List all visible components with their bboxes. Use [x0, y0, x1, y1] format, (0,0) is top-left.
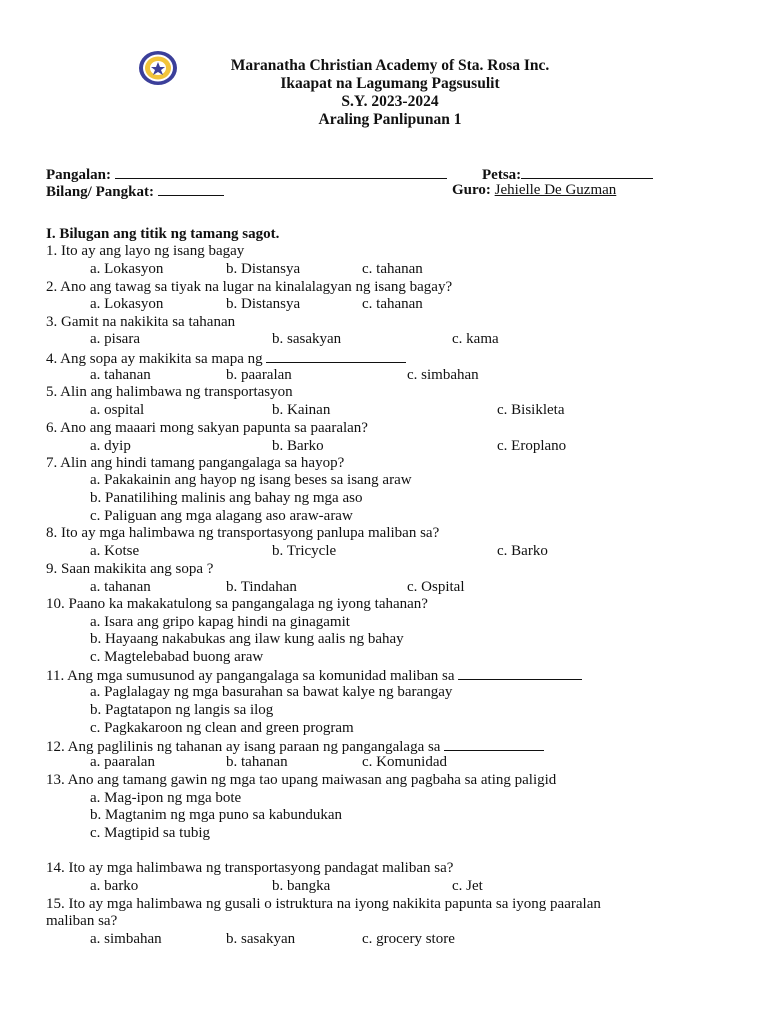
option[interactable]: a. Kotse — [90, 543, 140, 559]
option[interactable]: b. Distansya — [226, 296, 301, 312]
option[interactable]: a. tahanan — [90, 579, 151, 595]
exam-header — [180, 57, 600, 129]
exam-title: Ikaapat na Lagumang Pagsusulit — [280, 75, 500, 92]
question-13: 13. Ano ang tamang gawin ng mga tao upang maiwasan ang pagbaha sa ating paligid — [46, 772, 557, 788]
teacher-name: Jehielle De Guzman — [494, 182, 617, 198]
question-5: 5. Alin ang halimbawa ng transportasyon — [46, 384, 293, 400]
section-field — [46, 181, 224, 201]
option[interactable]: c. Bisikleta — [497, 402, 565, 418]
option[interactable]: c. grocery store — [362, 931, 455, 947]
option[interactable]: a. simbahan — [90, 931, 162, 947]
date-blank[interactable] — [521, 164, 653, 179]
question-10: 10. Paano ka makakatulong sa pangangalaga ng iyong tahanan? — [46, 596, 428, 612]
option[interactable]: b. Magtanim ng mga puno sa kabundukan — [90, 807, 343, 823]
option[interactable]: c. Pagkakaroon ng clean and green program — [90, 720, 354, 736]
option[interactable]: a. ospital — [90, 402, 145, 418]
option[interactable]: a. Isara ang gripo kapag hindi na ginagamit — [90, 614, 350, 630]
option[interactable]: c. Barko — [497, 543, 548, 559]
option[interactable]: c. Komunidad — [362, 754, 447, 770]
option[interactable]: b. tahanan — [226, 754, 288, 770]
question-4-text: 4. Ang sopa ay makikita sa mapa ng — [46, 351, 263, 367]
option[interactable]: a. barko — [90, 878, 139, 894]
question-1: 1. Ito ay ang layo ng isang bagay — [46, 243, 245, 259]
option[interactable]: c. Eroplano — [497, 438, 567, 454]
name-label: Pangalan: — [46, 167, 112, 183]
option[interactable]: a. Pakakainin ang hayop ng isang beses sa isang araw — [90, 472, 412, 488]
option[interactable]: c. simbahan — [407, 367, 479, 383]
option[interactable]: b. paaralan — [226, 367, 292, 383]
question-14: 14. Ito ay mga halimbawa ng transportasyong pandagat maliban sa? — [46, 860, 454, 876]
option[interactable]: a. Lokasyon — [90, 296, 164, 312]
instructions: I. Bilugan ang titik ng tamang sagot. — [46, 226, 280, 242]
option[interactable]: a. Paglalagay ng mga basurahan sa bawat kalye ng barangay — [90, 684, 453, 700]
question-9: 9. Saan makikita ang sopa ? — [46, 561, 214, 577]
option[interactable]: a. dyip — [90, 438, 131, 454]
option[interactable]: c. kama — [452, 331, 499, 347]
option[interactable]: b. Tricycle — [272, 543, 337, 559]
teacher-field — [452, 181, 616, 199]
school-year: S.Y. 2023-2024 — [341, 93, 439, 110]
option[interactable]: c. Ospital — [407, 579, 465, 595]
option[interactable]: b. sasakyan — [226, 931, 296, 947]
question-6: 6. Ano ang maaari mong sakyan papunta sa paaralan? — [46, 420, 368, 436]
option[interactable]: b. Distansya — [226, 261, 301, 277]
option[interactable]: a. paaralan — [90, 754, 155, 770]
name-blank[interactable] — [115, 164, 447, 179]
question-4 — [46, 348, 406, 368]
question-15: 15. Ito ay mga halimbawa ng gusali o istruktura na iyong nakikita papunta sa iyong paaralan — [46, 896, 601, 912]
section-label: Bilang/ Pangkat: — [46, 184, 154, 200]
answer-blank[interactable] — [444, 736, 544, 751]
answer-blank[interactable] — [458, 665, 582, 680]
option[interactable]: b. Hayaang nakabukas ang ilaw kung aalis ng bahay — [90, 631, 404, 647]
option[interactable]: b. Pagtatapon ng langis sa ilog — [90, 702, 274, 718]
question-8: 8. Ito ay mga halimbawa ng transportasyong panlupa maliban sa? — [46, 525, 440, 541]
option[interactable]: c. Jet — [452, 878, 483, 894]
option[interactable]: b. bangka — [272, 878, 331, 894]
option[interactable]: c. Magtipid sa tubig — [90, 825, 210, 841]
option[interactable]: c. Magtelebabad buong araw — [90, 649, 264, 665]
option[interactable]: c. tahanan — [362, 261, 423, 277]
question-11-text: 11. Ang mga sumusunod ay pangangalaga sa komunidad maliban sa — [46, 668, 455, 684]
option[interactable]: b. Barko — [272, 438, 324, 454]
option[interactable]: c. tahanan — [362, 296, 423, 312]
question-11 — [46, 665, 582, 685]
question-7: 7. Alin ang hindi tamang pangangalaga sa hayop? — [46, 455, 345, 471]
answer-blank[interactable] — [266, 348, 406, 363]
option[interactable]: c. Paliguan ang mga alagang aso araw-araw — [90, 508, 353, 524]
school-seal-icon — [138, 50, 178, 86]
question-15-continued: maliban sa? — [46, 913, 118, 929]
question-12-text: 12. Ang paglilinis ng tahanan ay isang paraan ng pangangalaga sa — [46, 739, 441, 755]
option[interactable]: a. pisara — [90, 331, 140, 347]
question-3: 3. Gamit na nakikita sa tahanan — [46, 314, 236, 330]
section-blank[interactable] — [158, 181, 224, 196]
option[interactable]: b. sasakyan — [272, 331, 342, 347]
option[interactable]: b. Panatilihing malinis ang bahay ng mga aso — [90, 490, 363, 506]
option[interactable]: a. Mag-ipon ng mga bote — [90, 790, 242, 806]
subject-title: Araling Panlipunan 1 — [318, 111, 462, 128]
option[interactable]: b. Tindahan — [226, 579, 297, 595]
date-label: Petsa: — [482, 167, 522, 183]
teacher-label: Guro: — [452, 182, 491, 198]
question-2: 2. Ano ang tawag sa tiyak na lugar na kinalalagyan ng isang bagay? — [46, 279, 453, 295]
option[interactable]: a. Lokasyon — [90, 261, 164, 277]
option[interactable]: a. tahanan — [90, 367, 151, 383]
option[interactable]: b. Kainan — [272, 402, 331, 418]
school-name: Maranatha Christian Academy of Sta. Rosa Inc. — [230, 57, 550, 74]
